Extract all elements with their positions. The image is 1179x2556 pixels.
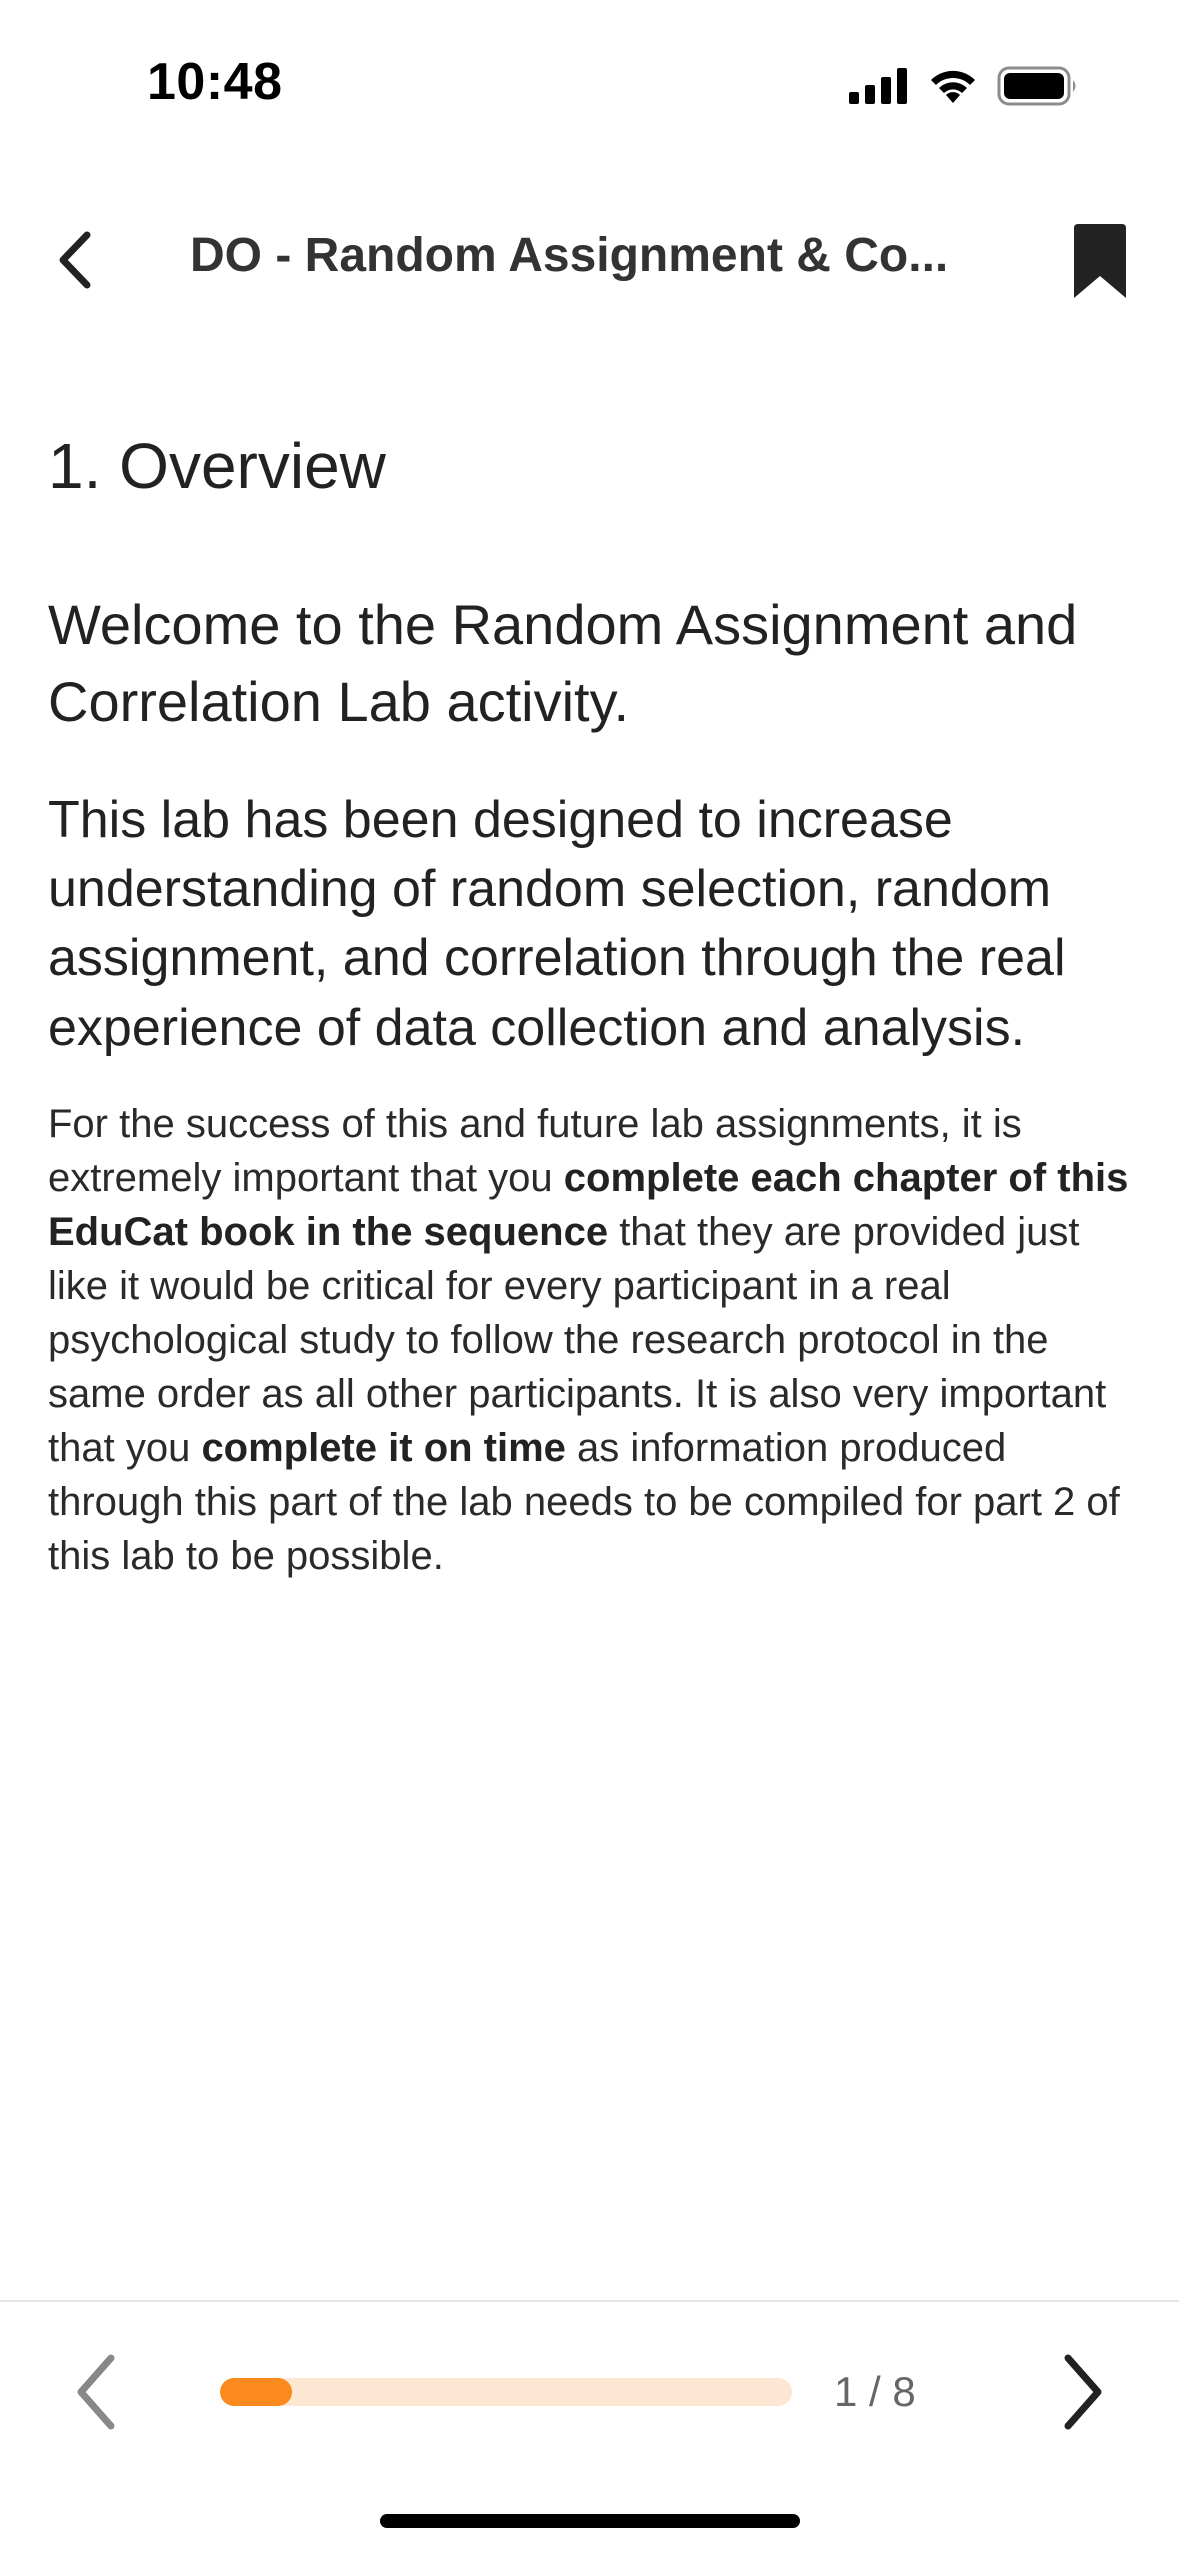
chapter-content xyxy=(48,430,1138,1583)
status-time: 10:48 xyxy=(147,53,283,111)
status-icons xyxy=(849,64,1079,108)
section-title: 1. Overview xyxy=(48,430,386,502)
cellular-signal-icon xyxy=(849,68,909,104)
body-paragraph xyxy=(48,1097,1138,1583)
next-page-button[interactable] xyxy=(1049,2342,1119,2442)
nav-header xyxy=(0,200,1179,320)
page-counter: 1 / 8 xyxy=(834,2368,916,2415)
wifi-icon xyxy=(927,67,979,105)
previous-page-button[interactable] xyxy=(60,2342,130,2442)
status-bar xyxy=(0,0,1179,150)
intro-paragraph: This lab has been designed to increase understanding of random selection, random assignment, and correlation through the real experience of data collection and analysis. xyxy=(48,791,1066,1057)
chevron-left-icon xyxy=(73,2354,117,2430)
chevron-right-icon xyxy=(1062,2354,1106,2430)
body-text-2: that they are provided just like it would be critical for every participant in a real psychological study to follow the research protocol in the same order as all other participants. It is also very important that you xyxy=(48,1209,1107,1470)
body-text-1: For the success of this and future lab assignments, it is extremely important that you xyxy=(48,1101,1022,1200)
bookmark-button[interactable] xyxy=(1065,218,1135,304)
bookmark-icon xyxy=(1072,224,1128,298)
body-text-3: as information produced through this part of the lab needs to be compiled for part 2 of this lab to be possible. xyxy=(48,1425,1120,1578)
chevron-left-icon xyxy=(55,229,95,291)
battery-icon xyxy=(997,66,1079,106)
page-title: DO - Random Assignment & Co... xyxy=(190,229,949,282)
body-bold-2: complete it on time xyxy=(201,1425,566,1470)
progress-fill xyxy=(220,2378,292,2406)
welcome-heading: Welcome to the Random Assignment and Correlation Lab activity. xyxy=(48,592,1078,733)
back-button[interactable] xyxy=(40,220,110,300)
home-indicator xyxy=(380,2514,800,2528)
body-bold-1: complete each chapter of this EduCat book in the sequence xyxy=(48,1155,1129,1254)
progress-bar xyxy=(220,2378,792,2406)
